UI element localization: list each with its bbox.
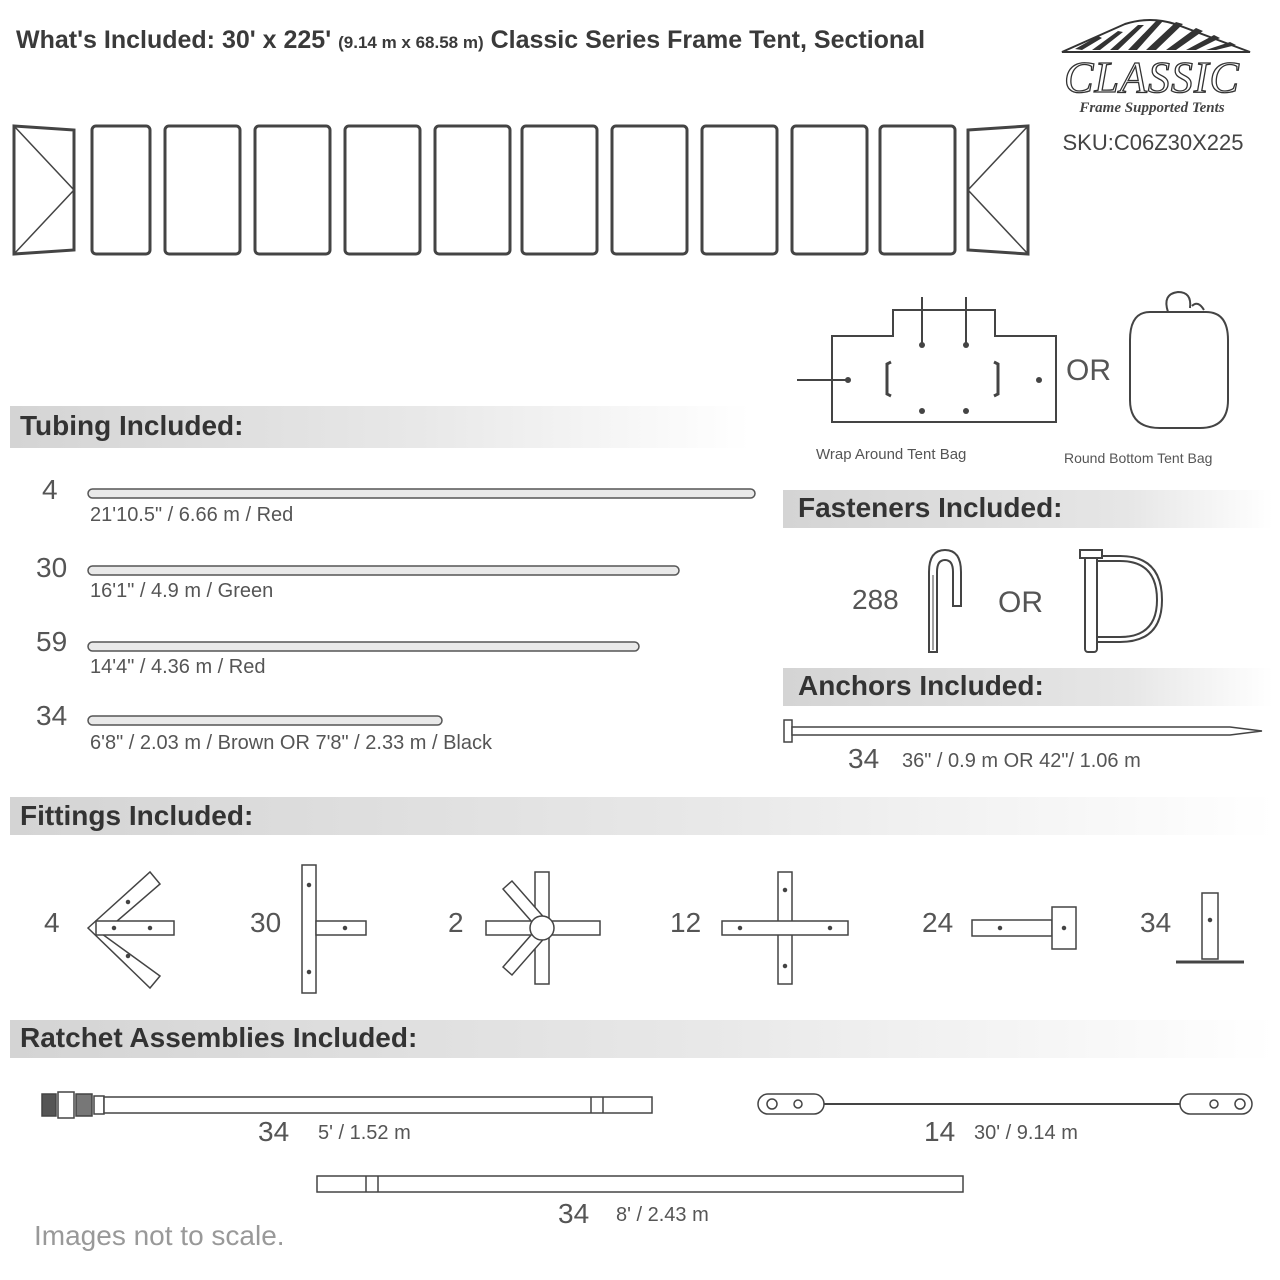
stake-pin-icon <box>929 550 961 652</box>
wrap-bag-caption: Wrap Around Tent Bag <box>816 446 967 463</box>
strap-8ft-icon <box>317 1176 963 1192</box>
page-title <box>16 26 925 55</box>
hub-fitting-icon <box>486 872 600 984</box>
sku-label: SKU:C06Z30X225 <box>1062 130 1244 155</box>
fasteners-heading: Fasteners Included: <box>798 492 1063 523</box>
ratchets-heading: Ratchet Assemblies Included: <box>20 1022 418 1053</box>
tube-2-qty: 30 <box>36 552 68 583</box>
t-fitting-icon <box>302 865 366 993</box>
anchors-heading: Anchors Included: <box>798 670 1044 701</box>
ratchet-3-qty: 34 <box>558 1198 590 1229</box>
fitting-2-qty: 30 <box>250 907 282 938</box>
fitting-6-qty: 34 <box>1140 907 1172 938</box>
fitting-3-qty: 2 <box>448 907 464 938</box>
tent-sections-diagram <box>14 126 1028 254</box>
tubing-heading: Tubing Included: <box>20 410 244 441</box>
logo-tent-icon <box>1062 20 1250 52</box>
cross-fitting-icon <box>722 872 848 984</box>
anchors-spec: 36" / 0.9 m OR 42"/ 1.06 m <box>902 750 1141 772</box>
tube-1 <box>88 489 755 498</box>
ratchet-strap-5ft-icon <box>42 1092 652 1118</box>
fasteners-or-label: OR <box>998 586 1043 619</box>
tube-4 <box>88 716 442 725</box>
tube-2-spec: 16'1" / 4.9 m / Green <box>90 580 274 602</box>
anchors-qty: 34 <box>848 743 880 774</box>
base-plate-icon <box>1176 893 1244 962</box>
tube-3-spec: 14'4" / 4.36 m / Red <box>90 656 266 678</box>
footer-note: Images not to scale. <box>34 1220 285 1251</box>
tube-1-qty: 4 <box>42 474 58 505</box>
fittings-heading: Fittings Included: <box>20 800 254 831</box>
tube-3-qty: 59 <box>36 626 68 657</box>
title-metric: (9.14 m x 68.58 m) <box>338 33 484 52</box>
fitting-5-qty: 24 <box>922 907 954 938</box>
anchor-stake-icon <box>784 720 1262 742</box>
title-rest: Classic Series Frame Tent, Sectional <box>490 26 926 54</box>
logo-tagline: Frame Supported Tents <box>1079 100 1225 116</box>
round-bag-caption: Round Bottom Tent Bag <box>1064 450 1213 466</box>
fasteners-qty: 288 <box>852 584 899 615</box>
logo-wordmark: CLASSIC <box>1064 53 1240 102</box>
d-pin-icon <box>1080 550 1162 652</box>
wrap-around-bag-icon <box>797 297 1056 422</box>
tube-4-spec: 6'8" / 2.03 m / Brown OR 7'8" / 2.33 m / Black <box>90 732 493 754</box>
round-bottom-bag-icon <box>1130 292 1228 428</box>
ratchet-1-spec: 5' / 1.52 m <box>318 1122 411 1144</box>
tube-3 <box>88 642 639 651</box>
tube-1-spec: 21'10.5" / 6.66 m / Red <box>90 504 294 526</box>
bags-or-label: OR <box>1066 354 1111 387</box>
ratchet-2-spec: 30' / 9.14 m <box>974 1122 1078 1144</box>
title-main: What's Included: 30' x 225' <box>16 26 332 54</box>
tube-2 <box>88 566 679 575</box>
fitting-4-qty: 12 <box>670 907 702 938</box>
ratchet-2-qty: 14 <box>924 1116 956 1147</box>
tube-4-qty: 34 <box>36 700 68 731</box>
end-fitting-icon <box>972 907 1076 949</box>
ratchet-cable-30ft-icon <box>758 1094 1252 1114</box>
fitting-1-qty: 4 <box>44 907 60 938</box>
ratchet-1-qty: 34 <box>258 1116 290 1147</box>
ratchet-3-spec: 8' / 2.43 m <box>616 1204 709 1226</box>
angled-fitting-icon <box>88 872 174 988</box>
